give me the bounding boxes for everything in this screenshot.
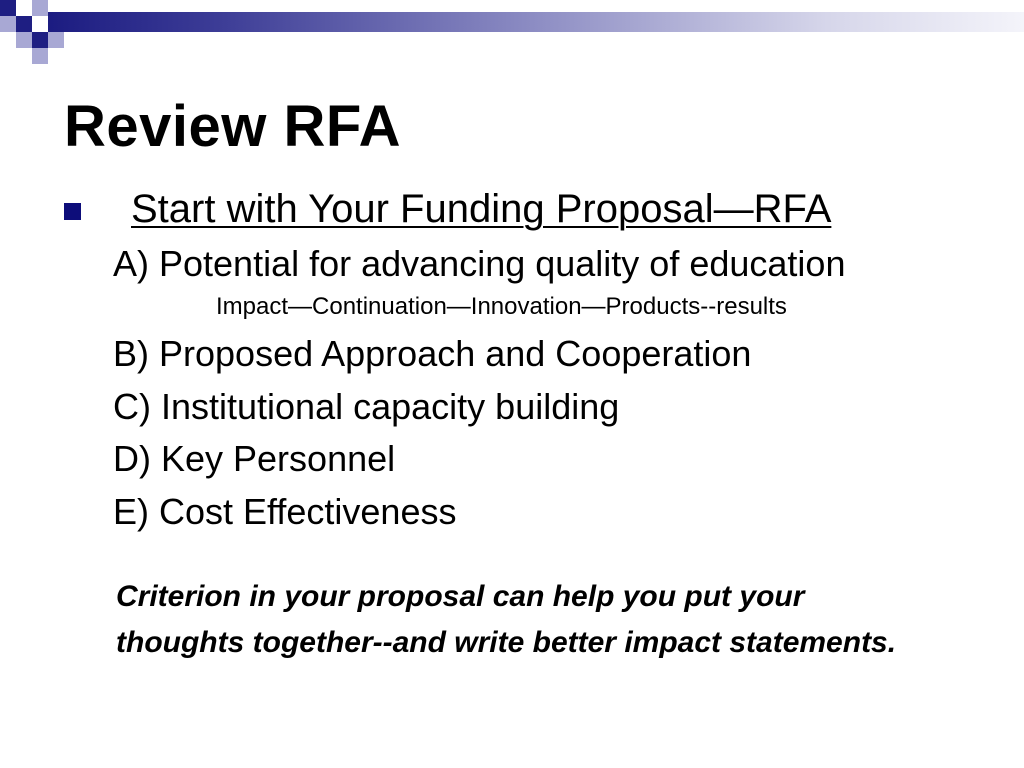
decor-square-dark (16, 16, 32, 32)
decor-square-light (48, 32, 64, 48)
list-item-d: D) Key Personnel (113, 438, 396, 479)
decor-square-dark (32, 32, 48, 48)
list-item-b: B) Proposed Approach and Cooperation (113, 333, 752, 374)
decor-square-white (16, 0, 32, 16)
bullet-square-icon (64, 203, 81, 220)
decor-square-light (32, 0, 48, 16)
list-item-e: E) Cost Effectiveness (113, 491, 457, 532)
closing-note: Criterion in your proposal can help you put your thoughts together--and write better impact statements. (116, 580, 897, 659)
list-item-c: C) Institutional capacity building (113, 386, 620, 427)
decor-square-light (16, 32, 32, 48)
decor-square-white (32, 16, 48, 32)
decor-square-light (32, 48, 48, 64)
header-gradient-band (40, 12, 1024, 32)
list-item-a: A) Potential for advancing quality of education (113, 243, 846, 284)
bullet-heading: Start with Your Funding Proposal—RFA (131, 187, 832, 231)
decor-square-light (0, 16, 16, 32)
slide-title: Review RFA (64, 94, 401, 159)
decor-square-dark (0, 0, 16, 16)
list-subitem-a: Impact—Continuation—Innovation—Products--results (216, 293, 787, 320)
